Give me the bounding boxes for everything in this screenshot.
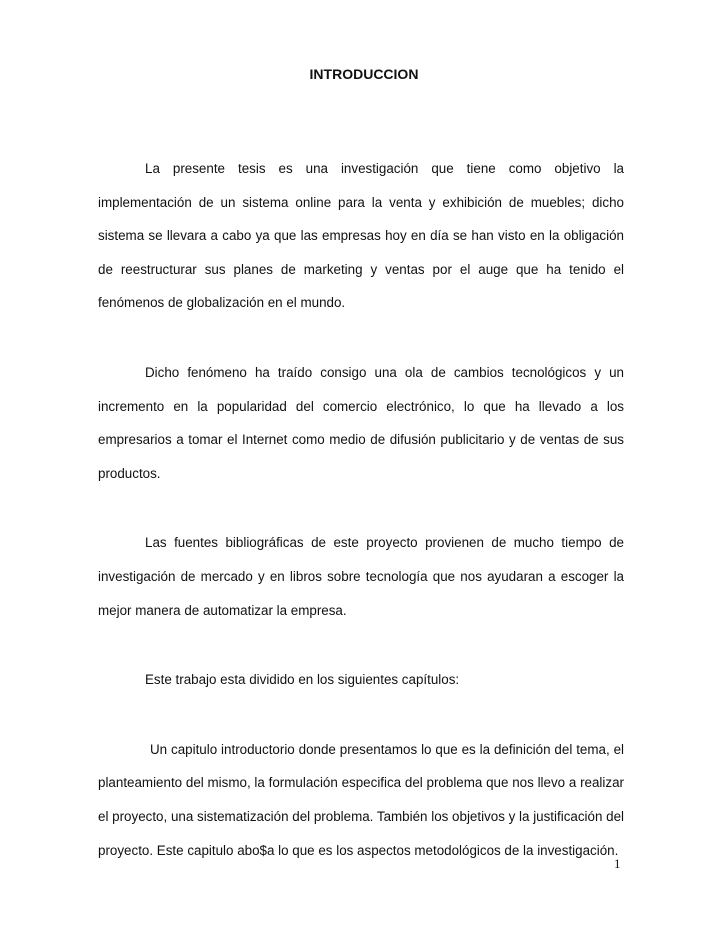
paragraph-technology-changes: Dicho fenómeno ha traído consigo una ola de cambios tecnológicos y un incremento en la popularidad del comercio electrónico, lo que ha llevado a los empresarios a tomar el Internet como medio de difusión publicitario y de ventas de sus productos. [98, 364, 624, 481]
paragraph-intro: La presente tesis es una investigación que tiene como objetivo la implementación de un sistema online para la venta y exhibición de muebles; dicho sistema se llevara a cabo ya que las empresas hoy en día se han visto en la obligación de reestructurar sus planes de marketing y ventas por el auge que ha tenido el fenómenos de globalización en el mundo. [98, 161, 624, 311]
page-number: 1 [614, 856, 621, 871]
paragraph-first-chapter: Un capitulo introductorio donde presentamos lo que es la definición del tema, el planteamiento del mismo, la formulación especifica del problema que nos llevo a realizar el proyecto, una sistematización del problema. También los objetivos y la justificación del proyecto. Este capitulo abo$a lo que es los aspectos metodológicos de la investigación. [98, 741, 624, 858]
document-body [98, 152, 624, 867]
paragraph-chapters-intro: Este trabajo esta dividido en los siguientes capítulos: [145, 672, 460, 688]
document-title: INTRODUCCION [309, 66, 419, 82]
paragraph-sources: Las fuentes bibliográficas de este proyecto provienen de mucho tiempo de investigación de mercado y en libros sobre tecnología que nos ayudaran a escoger la mejor manera de automatizar la empresa. [98, 535, 624, 618]
